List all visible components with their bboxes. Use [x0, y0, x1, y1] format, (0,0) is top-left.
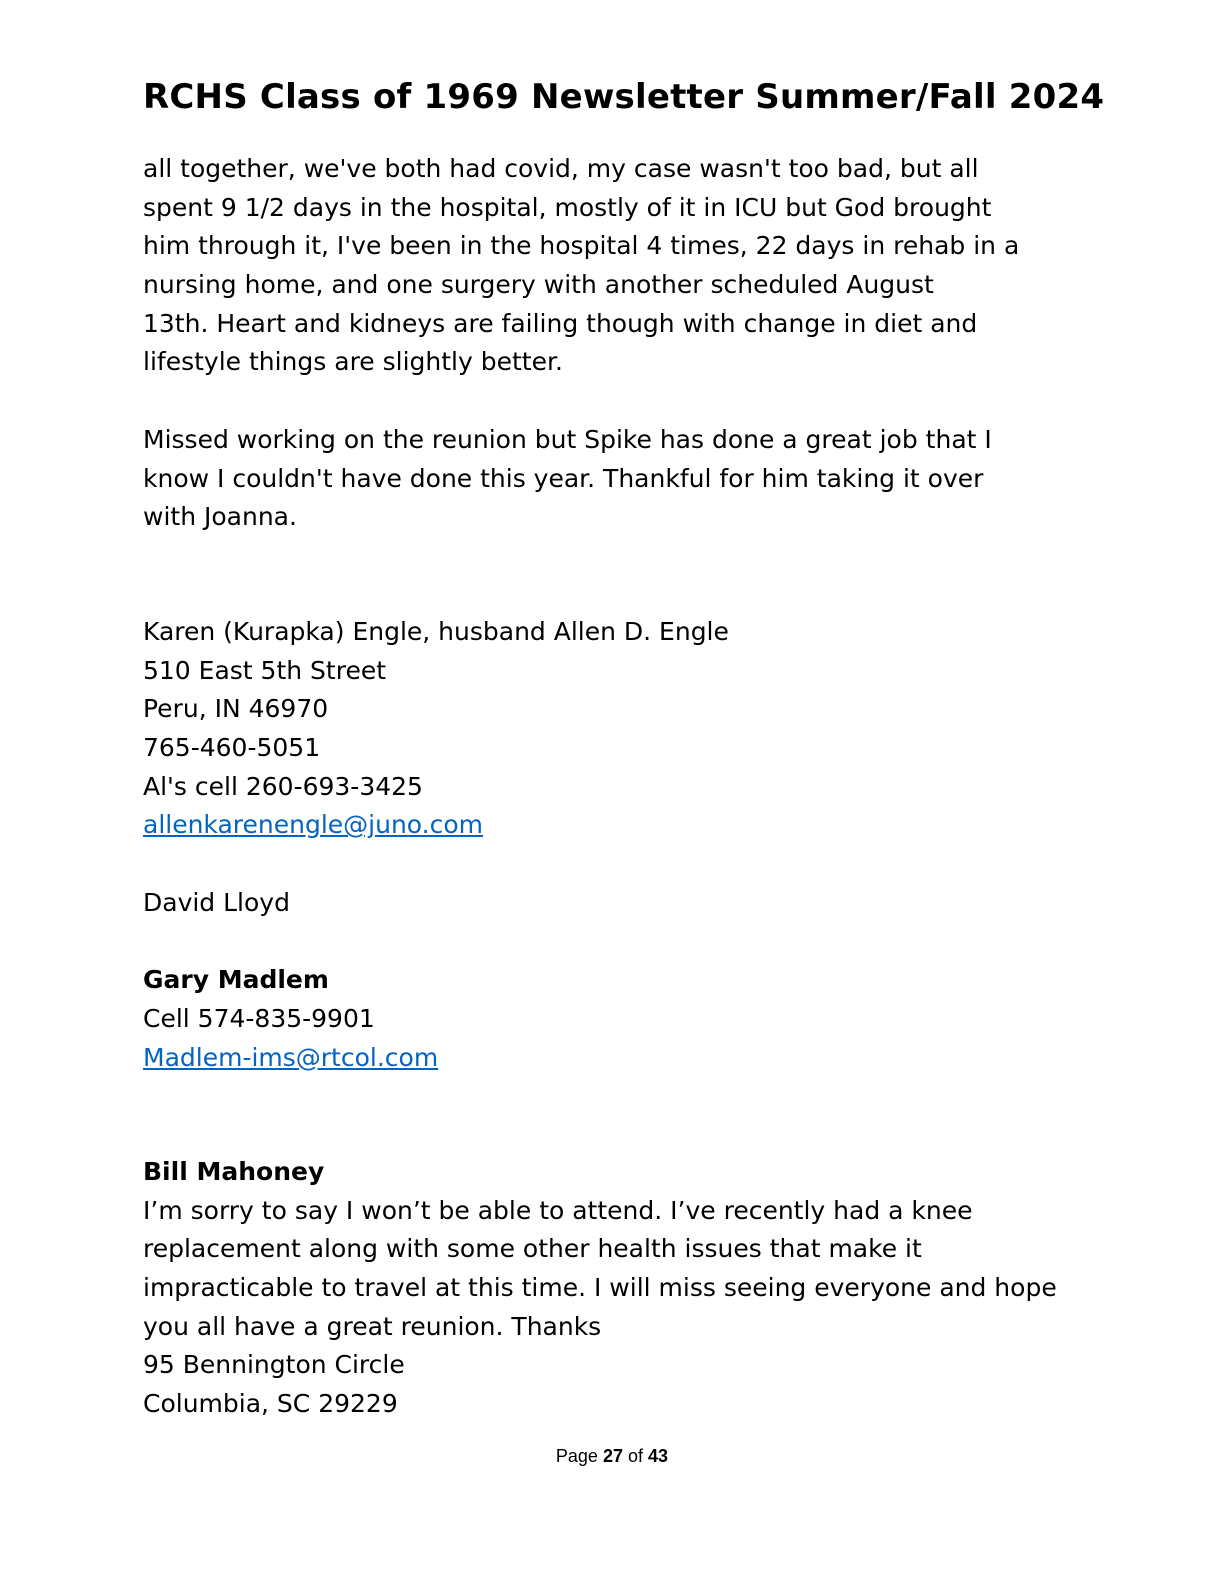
- page-of: of: [628, 1446, 644, 1466]
- entry-line: know I couldn't have done this year. Thankful for him taking it over: [143, 463, 984, 493]
- entry-line: spent 9 1/2 days in the hospital, mostly of it in ICU but God brought: [143, 192, 992, 222]
- contact-name: Bill Mahoney: [143, 1157, 325, 1186]
- street-address: 510 East 5th Street: [143, 655, 387, 685]
- entry-line: impracticable to travel at this time. I will miss seeing everyone and hope: [143, 1273, 1057, 1303]
- street-address: 95 Bennington Circle: [143, 1350, 405, 1380]
- page-title: RCHS Class of 1969 Newsletter Summer/Fall 2024: [143, 77, 1105, 117]
- entry-line: lifestyle things are slightly better.: [143, 347, 563, 377]
- contact-name: Gary Madlem: [143, 965, 329, 995]
- email-link[interactable]: Madlem-ims@rtcol.com: [143, 1042, 439, 1072]
- entry-line: I’m sorry to say I won’t be able to attend. I’ve recently had a knee: [143, 1195, 973, 1225]
- entry-line: Missed working on the reunion but Spike has done a great job that I: [143, 424, 992, 454]
- cell-number: Al's cell 260-693-3425: [143, 771, 423, 801]
- page-label: Page: [555, 1446, 598, 1466]
- contact-name: Karen (Kurapka) Engle, husband Allen D. Engle: [143, 617, 729, 646]
- email-link[interactable]: allenkarenengle@juno.com: [143, 810, 484, 840]
- entry-line: replacement along with some other health issues that make it: [143, 1234, 922, 1264]
- entry-line: him through it, I've been in the hospital 4 times, 22 days in rehab in a: [143, 231, 1020, 261]
- entry-line: 13th. Heart and kidneys are failing though with change in diet and: [143, 308, 978, 338]
- contact-name: David Lloyd: [143, 887, 290, 917]
- continued-entry: [143, 150, 1019, 537]
- mahoney-entry: [143, 1153, 1057, 1424]
- city-state-zip: Columbia, SC 29229: [143, 1389, 398, 1419]
- cell-number: Cell 574-835-9901: [143, 1003, 375, 1033]
- total-pages: 43: [648, 1446, 669, 1466]
- entry-line: nursing home, and one surgery with another scheduled August: [143, 270, 934, 300]
- current-page: 27: [602, 1446, 623, 1466]
- entry-line: you all have a great reunion. Thanks: [143, 1311, 602, 1341]
- entry-line: with Joanna.: [143, 502, 297, 532]
- page-footer: [0, 1446, 1224, 1467]
- entry-line: all together, we've both had covid, my case wasn't too bad, but all: [143, 154, 979, 183]
- engle-entry: [143, 613, 729, 1077]
- phone-number: 765-460-5051: [143, 733, 321, 763]
- city-state-zip: Peru, IN 46970: [143, 694, 329, 724]
